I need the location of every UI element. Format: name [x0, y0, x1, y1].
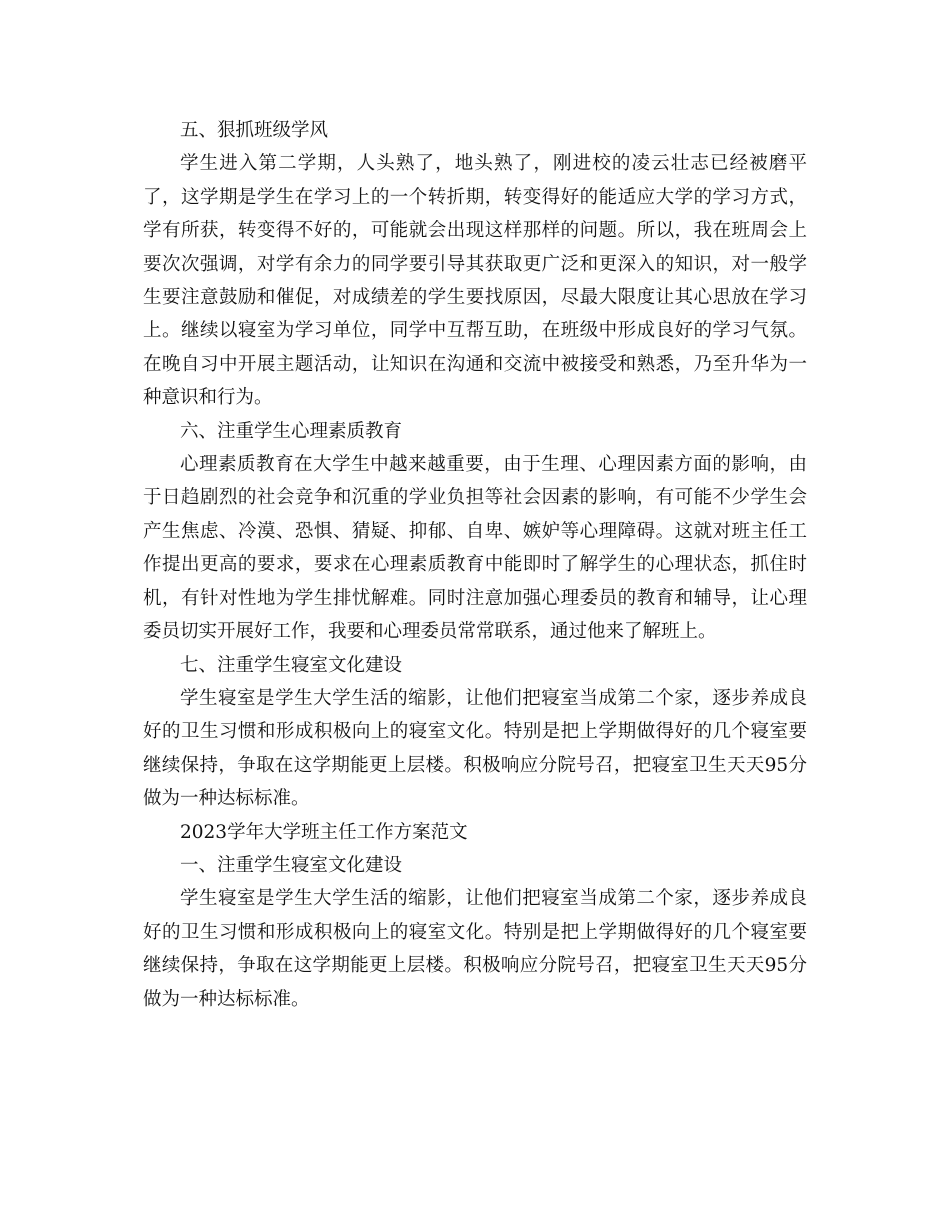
document-subtitle: 2023学年大学班主任工作方案范文	[180, 821, 468, 843]
section-heading-dorm-culture: 七、注重学生寝室文化建设	[180, 654, 403, 676]
body-paragraph-dorm-culture: 学生寝室是学生大学生活的缩影，让他们把寝室当成第二个家，逐步养成良好的卫生习惯和形成积极向上的寝室文化。特别是把上学期做得好的几个寝室要继续保持，争取在这学期能更上层楼。积极响应分院号召，把寝室卫生天天95分做为一种达标标准。	[143, 687, 807, 810]
body-paragraph-dorm-culture-2: 学生寝室是学生大学生活的缩影，让他们把寝室当成第二个家，逐步养成良好的卫生习惯和形成积极向上的寝室文化。特别是把上学期做得好的几个寝室要继续保持，争取在这学期能更上层楼。积极响应分院号召，把寝室卫生天天95分做为一种达标标准。	[143, 888, 807, 1010]
section-heading-psychology: 六、注重学生心理素质教育	[180, 420, 403, 442]
section-heading-dorm-culture-2: 一、注重学生寝室文化建设	[180, 854, 403, 876]
section-heading-study-style: 五、狠抓班级学风	[180, 120, 329, 141]
body-paragraph-study-style: 学生进入第二学期，人头熟了，地头熟了，刚进校的凌云壮志已经被磨平了，这学期是学生在学习上的一个转折期，转变得好的能适应大学的学习方式，学有所获，转变得不好的，可能就会出现这样那样的问题。所以，我在班周会上要次次强调，对学有余力的同学要引导其获取更广泛和更深入的知识，对一般学生要注意鼓励和催促，对成绩差的学生要找原因，尽最大限度让其心思放在学习上。继续以寝室为学习单位，同学中互帮互助，在班级中形成良好的学习气氛。在晚自习中开展主题活动，让知识在沟通和交流中被接受和熟悉，乃至升华为一种意识和行为。	[143, 153, 807, 409]
body-paragraph-psychology: 心理素质教育在大学生中越来越重要，由于生理、心理因素方面的影响，由于日趋剧烈的社会竞争和沉重的学业负担等社会因素的影响，有可能不少学生会产生焦虑、冷漠、恐惧、猜疑、抑郁、自卑、嫉妒等心理障碍。这就对班主任工作提出更高的要求，要求在心理素质教育中能即时了解学生的心理状态，抓住时机，有针对性地为学生排忧解难。同时注意加强心理委员的教育和辅导，让心理委员切实开展好工作，我要和心理委员常常联系，通过他来了解班上。	[143, 454, 807, 643]
document-body	[143, 114, 807, 1016]
